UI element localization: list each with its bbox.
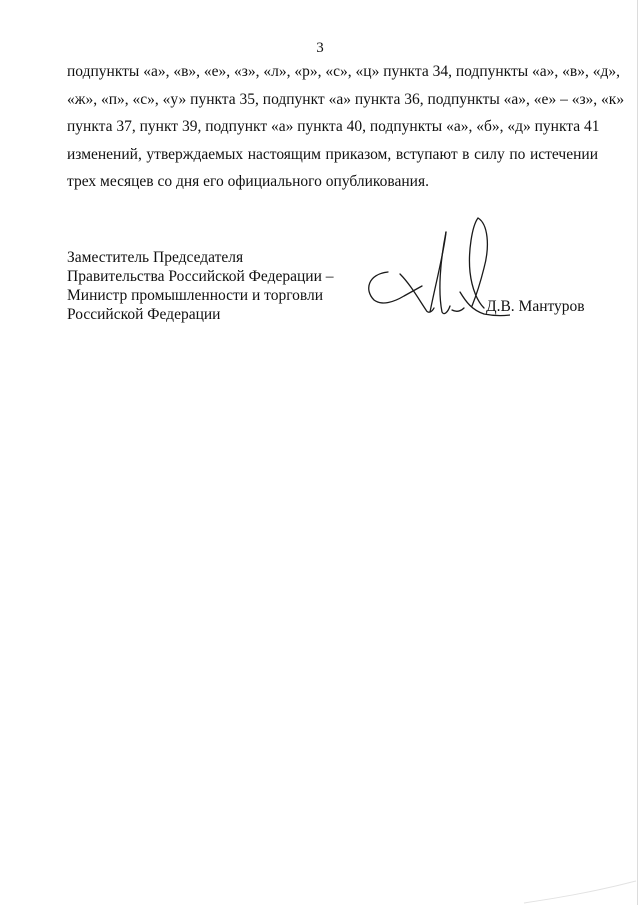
position-line: Российской Федерации bbox=[67, 306, 221, 323]
body-line: трех месяцев со дня его официального опубликования. bbox=[67, 173, 429, 190]
body-paragraph bbox=[67, 58, 625, 196]
body-line: «ж», «п», «с», «у» пункта 35, подпункт «а» пункта 36, подпункты «а», «е» – «з», «к» bbox=[67, 90, 625, 108]
scan-edge bbox=[637, 0, 638, 905]
signer-name: Д.В. Мантуров bbox=[486, 298, 585, 315]
scan-artifact bbox=[520, 877, 640, 905]
position-line: Министр промышленности и торговли bbox=[67, 287, 324, 304]
page-number: 3 bbox=[316, 40, 324, 56]
signatory-position bbox=[67, 248, 367, 324]
position-line: Правительства Российской Федерации – bbox=[67, 268, 334, 285]
position-line: Заместитель Председателя bbox=[67, 249, 244, 266]
body-line: пункта 37, пункт 39, подпункт «а» пункта 40, подпункты «а», «б», «д» пункта 41 bbox=[67, 118, 600, 135]
body-line: изменений, утверждаемых настоящим приказом, вступают в силу по истечении bbox=[67, 145, 598, 163]
body-line: подпункты «а», «в», «е», «з», «л», «р», «с», «ц» пункта 34, подпункты «а», «в», «д», bbox=[67, 63, 621, 80]
